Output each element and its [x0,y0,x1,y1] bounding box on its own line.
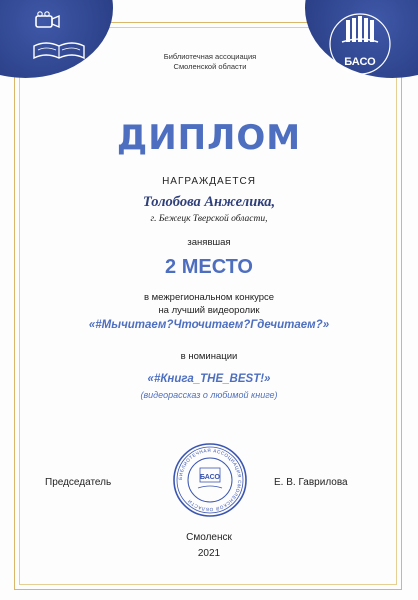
signature-role: Председатель [45,477,112,488]
stamp-center-text: БАСО [200,474,220,481]
recipient-name: Толобова Анжелика, [142,194,276,210]
nomination-note: (видеорассказ о любимой книге) [140,390,278,400]
footer-year: 2021 [197,548,221,559]
baso-book-logo-icon [328,8,392,80]
stamp-ring-text: БИБЛИОТЕЧНАЯ АССОЦИАЦИЯ СМОЛЕНСКОЙ ОБЛАСТИ [177,447,243,513]
diploma-title: ДИПЛОМ [116,118,302,158]
association-line-1: Библиотечная ассоциация [163,52,257,61]
logo-text: БАСО [344,56,376,68]
recipient-city: г. Бежецк Тверской области, [150,214,268,224]
contest-hashtag: «#Мычитаем?Чточитаем?Гдечитаем?» [88,319,330,331]
contest-line-2: на лучший видеоролик [158,305,260,316]
took-label: занявшая [187,237,231,248]
association-name [120,52,300,72]
camera-book-icon [28,10,92,74]
contest-line-1: в межрегиональном конкурсе [143,292,275,303]
nomination-label: в номинации [180,351,238,362]
official-stamp-seal [172,442,248,518]
signature-name: Е. В. Гаврилова [274,477,348,488]
place-text: 2 МЕСТО [165,256,253,278]
association-line-2: Смоленской области [173,62,247,71]
nomination-title: «#Книга_THE_BEST!» [147,373,271,385]
awarded-label: НАГРАЖДАЕТСЯ [162,176,256,187]
footer-city: Смоленск [186,532,232,543]
